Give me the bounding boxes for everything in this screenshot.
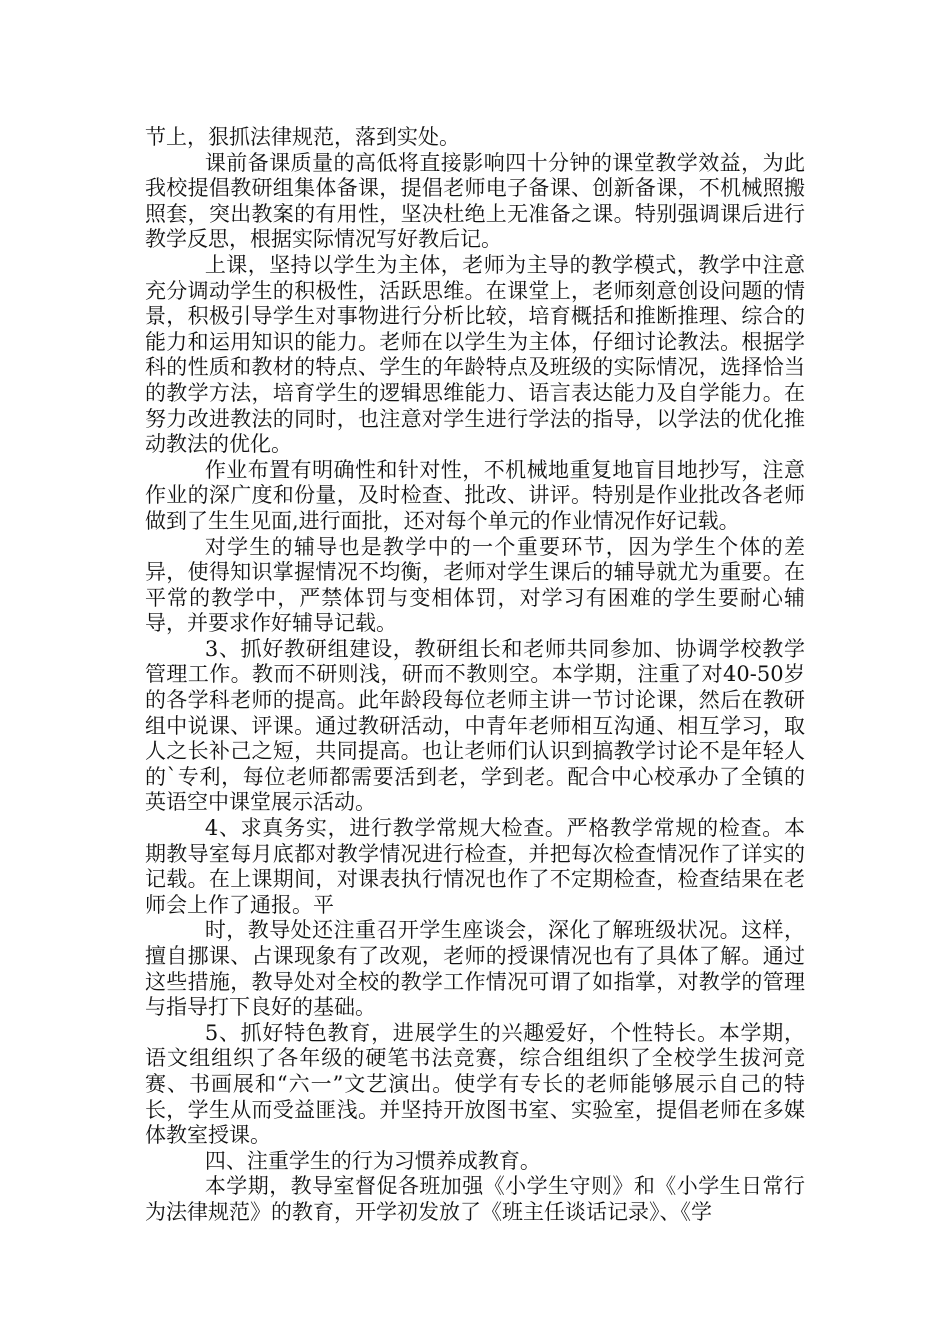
paragraph-3: 上课，坚持以学生为主体，老师为主导的教学模式，教学中注意充分调动学生的积极性，活跃思维。在课堂上，老师刻意创设问题的情景，积极引导学生对事物进行分析比较，培育概括和推断推理、综合的能力和运用知识的能力。老师在以学生为主体，仔细讨论教法。根据学科的性质和教材的特点、学生的年龄特点及班级的实际情况，选择恰当的教学方法，培育学生的逻辑思维能力、语言表达能力及自学能力。在努力改进教法的同时，也注意对学生进行学法的指导，以学法的优化推动教法的优化。: [145, 252, 805, 457]
paragraph-6: 3、抓好教研组建设，教研组长和老师共同参加、协调学校教学管理工作。教而不研则浅，研而不教则空。本学期，注重了对40-50岁的各学科老师的提高。此年龄段每位老师主讲一节讨论课，然后在教研组中说课、评课。通过教研活动，中青年老师相互沟通、相互学习，取人之长补己之短，共同提高。也让老师们认识到搞教学讨论不是年轻人的`专利，每位老师都需要活到老，学到老。配合中心校承办了全镇的英语空中课堂展示活动。: [145, 636, 805, 815]
paragraph-11: 本学期，教导室督促各班加强《小学生守则》和《小学生日常行为法律规范》的教育，开学初发放了《班主任谈话记录》、《学: [145, 1174, 805, 1224]
paragraph-10: 四、注重学生的行为习惯养成教育。: [204, 1148, 541, 1173]
document-body: [145, 125, 805, 1226]
paragraph-2: 课前备课质量的高低将直接影响四十分钟的课堂教学效益，为此我校提倡教研组集体备课，提倡老师电子备课、创新备课，不机械照搬照套，突出教案的有用性，坚决杜绝上无准备之课。特别强调课后进行教学反思，根据实际情况写好教后记。: [145, 150, 805, 252]
paragraph-9: 5、抓好特色教育，进展学生的兴趣爱好，个性特长。本学期，语文组组织了各年级的硬笔书法竞赛，综合组组织了全校学生拔河竞赛、书画展和“六一”文艺演出。使学有专长的老师能够展示自己的特长，学生从而受益匪浅。并坚持开放图书室、实验室，提倡老师在多媒体教室授课。: [145, 1020, 805, 1148]
paragraph-1: 节上，狠抓法律规范，落到实处。: [145, 125, 460, 149]
paragraph-5: 对学生的辅导也是教学中的一个重要环节，因为学生个体的差异，使得知识掌握情况不均衡，老师对学生课后的辅导就尤为重要。在平常的教学中，严禁体罚与变相体罚，对学习有困难的学生要耐心辅导，并要求作好辅导记载。: [145, 534, 805, 636]
paragraph-7: 4、求真务实，进行教学常规大检查。严格教学常规的检查。本期教导室每月底都对教学情况进行检查，并把每次检查情况作了详实的记载。在上课期间，对课表执行情况也作了不定期检查，检查结果在老师会上作了通报。平: [145, 816, 805, 917]
paragraph-8: 时，教导处还注重召开学生座谈会，深化了解班级状况。这样，擅自挪课、占课现象有了改观，老师的授课情况也有了具体了解。通过这些措施，教导处对全校的教学工作情况可谓了如指掌，对教学的管理与指导打下良好的基础。: [145, 918, 805, 1020]
paragraph-4: 作业布置有明确性和针对性，不机械地重复地盲目地抄写，注意作业的深广度和份量，及时检查、批改、讲评。特别是作业批改各老师做到了生生见面,进行面批，还对每个单元的作业情况作好记载。: [145, 457, 805, 533]
